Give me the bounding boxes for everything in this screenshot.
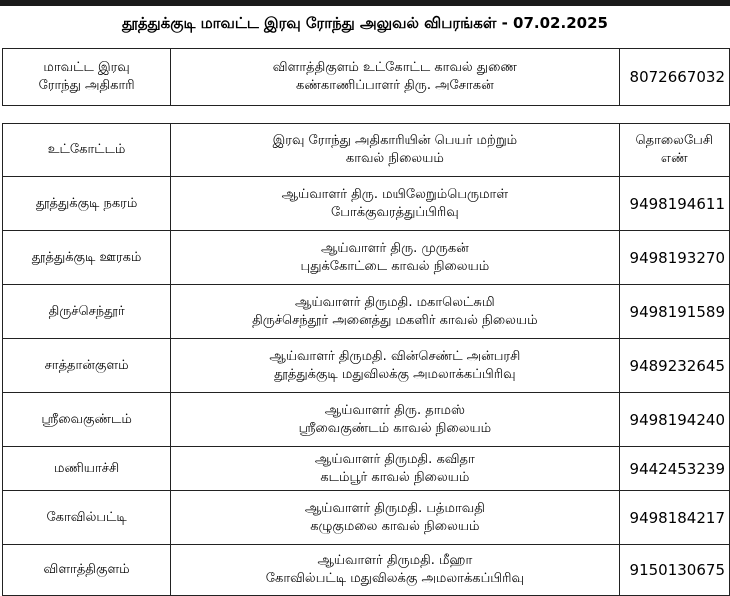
phone-cell: 9498194611 — [619, 177, 729, 231]
division-cell: கோவில்பட்டி — [3, 491, 171, 545]
table-row — [3, 231, 730, 285]
officer-cell — [171, 545, 619, 596]
officer-label-line2: ரோந்து அதிகாரி — [38, 78, 135, 93]
division-cell: மணியாச்சி — [3, 447, 171, 491]
table-row — [3, 393, 730, 447]
table-body — [3, 177, 730, 596]
officer-cell — [171, 447, 619, 491]
phone-cell: 9150130675 — [619, 545, 729, 596]
officer-line2: கோவில்பட்டி மதுவிலக்கு அமலாக்கப்பிரிவு — [265, 571, 524, 586]
officer-line1: ஆய்வாளர் திருமதி. பத்மாவதி — [304, 500, 485, 516]
officer-line1: ஆய்வாளர் திரு. மயிலேறும்பெருமாள் — [281, 186, 509, 202]
division-cell: திருச்செந்தூர் — [3, 285, 171, 339]
division-cell: தூத்துக்குடி ஊரகம் — [3, 231, 171, 285]
patrol-duty-table — [2, 123, 730, 596]
officer-name-line1: விளாத்திகுளம் உட்கோட்ட காவல் துணை — [272, 60, 517, 75]
officer-cell — [171, 177, 619, 231]
officer-line1: ஆய்வாளர் திருமதி. மகாலெட்சுமி — [295, 294, 495, 310]
district-officer-phone: 8072667032 — [619, 49, 729, 106]
officer-line1: ஆய்வாளர் திருமதி. வின்செண்ட் அன்பரசி — [269, 348, 521, 364]
officer-line1: ஆய்வாளர் திருமதி. மீஹா — [317, 553, 473, 568]
table-row — [3, 545, 730, 596]
officer-line2: கடம்பூர் காவல் நிலையம் — [320, 469, 470, 485]
header-officer-line1: இரவு ரோந்து அதிகாரியின் பெயர் மற்றும் — [272, 133, 518, 148]
officer-cell — [171, 231, 619, 285]
table-header-row — [3, 124, 730, 177]
page-title: தூத்துக்குடி மாவட்ட இரவு ரோந்து அலுவல் விபரங்கள் - 07.02.2025 — [122, 14, 608, 32]
division-cell: சாத்தான்குளம் — [3, 339, 171, 393]
district-officer-table — [2, 48, 730, 106]
phone-cell: 9498191589 — [619, 285, 729, 339]
officer-name-line2: கண்காணிப்பாளர் திரு. அசோகன் — [296, 78, 494, 93]
header-officer-line2: காவல் நிலையம் — [345, 151, 444, 166]
officer-cell — [171, 491, 619, 545]
header-officer — [171, 124, 619, 177]
header-phone-line2: எண் — [660, 151, 688, 166]
table-row — [3, 285, 730, 339]
district-officer-row — [3, 49, 730, 106]
division-cell: ஸ்ரீவைகுண்டம் — [3, 393, 171, 447]
phone-cell: 9498184217 — [619, 491, 729, 545]
header-phone — [619, 124, 729, 177]
table-row — [3, 339, 730, 393]
officer-line2: புதுக்கோட்டை காவல் நிலையம் — [300, 258, 490, 274]
officer-line2: கழுகுமலை காவல் நிலையம் — [310, 518, 480, 534]
officer-line1: ஆய்வாளர் திரு. தாமஸ் — [324, 402, 465, 418]
officer-line2: திருச்செந்தூர் அனைத்து மகளிர் காவல் நிலையம் — [252, 312, 538, 328]
table-row — [3, 491, 730, 545]
division-cell: தூத்துக்குடி நகரம் — [3, 177, 171, 231]
district-officer-name — [171, 49, 619, 106]
officer-line2: போக்குவரத்துப்பிரிவு — [331, 204, 459, 220]
officer-line2: ஸ்ரீவைகுண்டம் காவல் நிலையம் — [298, 420, 492, 436]
officer-line1: ஆய்வாளர் திருமதி. கவிதா — [314, 451, 475, 467]
phone-cell: 9442453239 — [619, 447, 729, 491]
phone-cell: 9498194240 — [619, 393, 729, 447]
table-row — [3, 447, 730, 491]
phone-cell: 9498193270 — [619, 231, 729, 285]
officer-line2: தூத்துக்குடி மதுவிலக்கு அமலாக்கப்பிரிவு — [274, 366, 516, 382]
header-division: உட்கோட்டம் — [3, 124, 171, 177]
district-officer-label — [3, 49, 171, 106]
officer-cell — [171, 393, 619, 447]
table-row — [3, 177, 730, 231]
officer-line1: ஆய்வாளர் திரு. முருகன் — [320, 240, 469, 256]
officer-label-line1: மாவட்ட இரவு — [43, 60, 130, 75]
division-cell: விளாத்திகுளம் — [3, 545, 171, 596]
header-phone-line1: தொலைபேசி — [635, 133, 714, 148]
officer-cell — [171, 339, 619, 393]
phone-cell: 9489232645 — [619, 339, 729, 393]
officer-cell — [171, 285, 619, 339]
